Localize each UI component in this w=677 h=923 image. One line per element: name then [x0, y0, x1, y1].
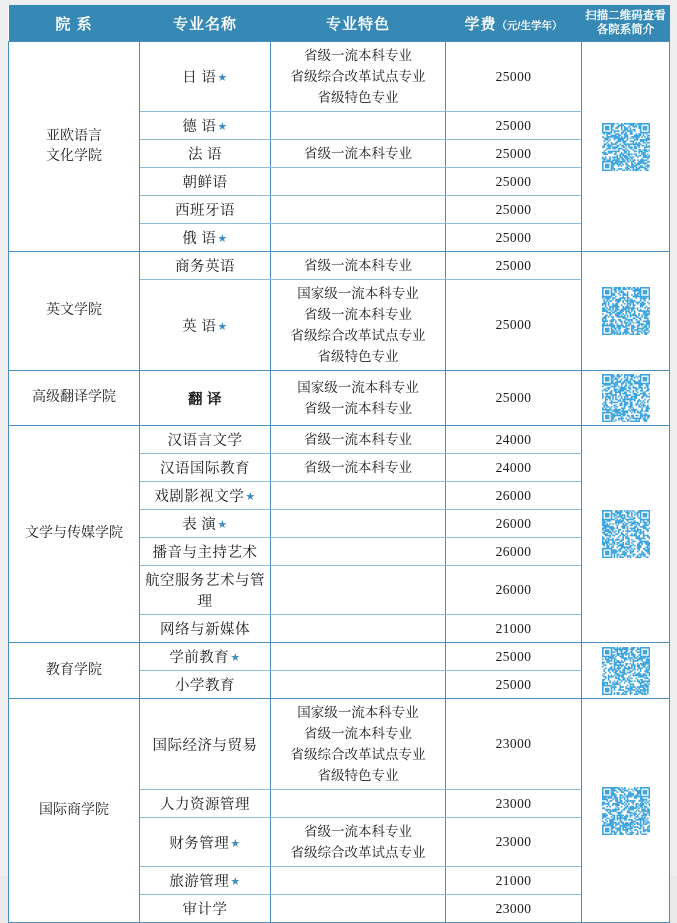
- star-icon: ★: [217, 121, 228, 133]
- feature-list: [275, 283, 441, 367]
- star-icon: ★: [230, 837, 241, 850]
- table-row: [9, 699, 670, 790]
- major-label: 财务管理: [169, 835, 230, 852]
- major-name-cell: [140, 615, 271, 643]
- table-row: [9, 371, 670, 426]
- tuition-fee-cell: 24000: [446, 454, 582, 482]
- major-feature-cell: [271, 482, 446, 510]
- major-label: 航空服务艺术与管理: [145, 573, 265, 610]
- tuition-fee-cell: 21000: [446, 615, 582, 643]
- major-feature-cell: [271, 538, 446, 566]
- major-label: 翻 译: [187, 391, 223, 408]
- feature-item: 省级综合改革试点专业: [290, 845, 426, 860]
- star-icon: ★: [217, 72, 228, 84]
- header-feature: 专业特色: [271, 5, 446, 42]
- star-icon: ★: [230, 876, 241, 888]
- tuition-fee-cell: 25000: [446, 112, 582, 140]
- star-icon: ★: [217, 233, 228, 245]
- header-fee: [446, 5, 582, 42]
- feature-list: [275, 457, 441, 478]
- major-label: 朝鲜语: [182, 175, 228, 191]
- major-label: 英 语: [182, 318, 217, 335]
- major-name-cell: [140, 168, 271, 196]
- majors-table: [8, 5, 670, 923]
- major-label: 播音与主持艺术: [152, 545, 258, 561]
- major-name-cell: [140, 895, 271, 923]
- major-name-cell: [140, 818, 271, 867]
- major-feature-cell: [271, 671, 446, 699]
- header-fee-unit: （元/生学年）: [496, 19, 563, 32]
- major-label: 国际经济与贸易: [152, 737, 258, 754]
- qr-code-icon[interactable]: [586, 123, 665, 171]
- qr-code-cell-5[interactable]: [582, 699, 670, 923]
- college-name-line: 文化学院: [46, 148, 102, 164]
- feature-item: 省级一流本科专业: [304, 460, 412, 475]
- qr-code-cell-0[interactable]: [582, 42, 670, 252]
- major-name-cell: [140, 224, 271, 252]
- major-feature-cell: [271, 699, 446, 790]
- star-icon: ★: [245, 491, 256, 503]
- major-label: 表 演: [182, 517, 217, 533]
- feature-item: 省级一流本科专业: [304, 307, 412, 322]
- major-name-cell: [140, 426, 271, 454]
- feature-item: 省级一流本科专业: [304, 824, 412, 839]
- major-label: 西班牙语: [175, 203, 235, 219]
- star-icon: ★: [217, 519, 228, 531]
- tuition-fee-cell: 25000: [446, 280, 582, 371]
- header-major: 专业名称: [140, 5, 271, 42]
- feature-item: 省级综合改革试点专业: [290, 69, 426, 84]
- college-cell-1: [9, 252, 140, 371]
- qr-code-cell-3[interactable]: [582, 426, 670, 643]
- major-feature-cell: [271, 112, 446, 140]
- major-name-cell: [140, 566, 271, 615]
- qr-code-icon[interactable]: [586, 647, 665, 695]
- college-cell-4: [9, 643, 140, 699]
- tuition-fee-cell: 23000: [446, 895, 582, 923]
- feature-item: 省级一流本科专业: [304, 258, 412, 273]
- table-sheet: [8, 5, 669, 918]
- header-college: 院 系: [9, 5, 140, 42]
- tuition-fee-cell: 23000: [446, 818, 582, 867]
- feature-item: 国家级一流本科专业: [297, 286, 419, 301]
- feature-item: 省级一流本科专业: [304, 48, 412, 63]
- tuition-fee-cell: 23000: [446, 790, 582, 818]
- major-name-cell: [140, 252, 271, 280]
- major-feature-cell: [271, 454, 446, 482]
- college-cell-3: [9, 426, 140, 643]
- feature-item: 省级综合改革试点专业: [290, 747, 426, 762]
- feature-item: 省级一流本科专业: [304, 432, 412, 447]
- table-row: [9, 252, 670, 280]
- feature-item: 省级一流本科专业: [304, 401, 412, 416]
- feature-item: 国家级一流本科专业: [297, 705, 419, 720]
- major-feature-cell: [271, 371, 446, 426]
- star-icon: ★: [217, 320, 228, 333]
- tuition-fee-cell: 21000: [446, 867, 582, 895]
- major-name-cell: [140, 867, 271, 895]
- star-icon: ★: [230, 652, 241, 664]
- major-label: 网络与新媒体: [160, 622, 250, 638]
- table-row: [9, 42, 670, 112]
- major-name-cell: [140, 454, 271, 482]
- feature-list: [275, 702, 441, 786]
- major-feature-cell: [271, 566, 446, 615]
- major-name-cell: [140, 371, 271, 426]
- major-name-cell: [140, 42, 271, 112]
- feature-list: [275, 45, 441, 108]
- major-feature-cell: [271, 615, 446, 643]
- feature-item: 省级一流本科专业: [304, 726, 412, 741]
- qr-code-icon[interactable]: [586, 287, 665, 335]
- tuition-fee-cell: 25000: [446, 643, 582, 671]
- college-name-line: 英文学院: [46, 303, 102, 318]
- major-label: 小学教育: [175, 678, 235, 694]
- header-row: [9, 5, 670, 42]
- major-name-cell: [140, 510, 271, 538]
- tuition-fee-cell: 25000: [446, 671, 582, 699]
- qr-code-cell-4[interactable]: [582, 643, 670, 699]
- tuition-fee-cell: 25000: [446, 371, 582, 426]
- feature-list: [275, 255, 441, 276]
- major-feature-cell: [271, 790, 446, 818]
- major-name-cell: [140, 671, 271, 699]
- major-name-cell: [140, 538, 271, 566]
- major-feature-cell: [271, 643, 446, 671]
- major-label: 旅游管理: [169, 874, 230, 890]
- major-feature-cell: [271, 224, 446, 252]
- major-feature-cell: [271, 895, 446, 923]
- feature-list: [275, 143, 441, 164]
- major-feature-cell: [271, 252, 446, 280]
- major-label: 日 语: [182, 70, 217, 86]
- major-name-cell: [140, 699, 271, 790]
- tuition-fee-cell: 26000: [446, 566, 582, 615]
- tuition-fee-cell: 24000: [446, 426, 582, 454]
- header-qr: 扫描二维码查看各院系简介: [582, 5, 670, 42]
- table-row: [9, 426, 670, 454]
- major-feature-cell: [271, 510, 446, 538]
- tuition-fee-cell: 26000: [446, 538, 582, 566]
- tuition-fee-cell: 25000: [446, 42, 582, 112]
- tuition-fee-cell: 25000: [446, 196, 582, 224]
- major-label: 汉语言文学: [167, 433, 243, 449]
- college-cell-0: [9, 42, 140, 252]
- feature-item: 省级一流本科专业: [304, 146, 412, 161]
- major-name-cell: [140, 280, 271, 371]
- tuition-fee-cell: 26000: [446, 482, 582, 510]
- feature-list: [275, 429, 441, 450]
- major-label: 审计学: [182, 902, 228, 918]
- feature-item: 省级特色专业: [317, 768, 399, 783]
- qr-code-icon[interactable]: [586, 510, 665, 558]
- major-feature-cell: [271, 196, 446, 224]
- college-cell-5: [9, 699, 140, 923]
- college-name-line: 国际商学院: [39, 802, 109, 818]
- major-label: 戏剧影视文学: [154, 489, 245, 505]
- major-feature-cell: [271, 867, 446, 895]
- college-cell-2: [9, 371, 140, 426]
- college-name-line: 亚欧语言: [46, 128, 102, 144]
- tuition-fee-cell: 25000: [446, 224, 582, 252]
- qr-code-cell-1[interactable]: [582, 252, 670, 371]
- major-name-cell: [140, 482, 271, 510]
- major-name-cell: [140, 643, 271, 671]
- major-feature-cell: [271, 168, 446, 196]
- major-feature-cell: [271, 818, 446, 867]
- college-name-line: 高级翻译学院: [32, 390, 116, 405]
- major-name-cell: [140, 790, 271, 818]
- college-name-line: 文学与传媒学院: [25, 526, 123, 541]
- tuition-fee-cell: 25000: [446, 252, 582, 280]
- major-label: 俄 语: [182, 231, 217, 247]
- tuition-fee-cell: 26000: [446, 510, 582, 538]
- feature-list: [275, 821, 441, 863]
- feature-item: 省级特色专业: [317, 349, 399, 364]
- qr-code-icon[interactable]: [586, 787, 665, 835]
- tuition-fee-cell: 25000: [446, 168, 582, 196]
- major-name-cell: [140, 196, 271, 224]
- major-name-cell: [140, 112, 271, 140]
- feature-item: 国家级一流本科专业: [297, 380, 419, 395]
- qr-code-icon[interactable]: [586, 374, 665, 422]
- major-label: 人力资源管理: [160, 797, 250, 813]
- header-fee-label: 学费: [464, 15, 497, 33]
- major-label: 汉语国际教育: [160, 461, 250, 477]
- major-label: 商务英语: [175, 259, 235, 275]
- feature-list: [275, 377, 441, 419]
- major-label: 学前教育: [169, 650, 230, 666]
- tuition-fee-cell: 25000: [446, 140, 582, 168]
- feature-item: 省级特色专业: [317, 90, 399, 105]
- major-label: 德 语: [182, 119, 217, 135]
- major-label: 法 语: [187, 147, 223, 163]
- major-feature-cell: [271, 426, 446, 454]
- major-feature-cell: [271, 140, 446, 168]
- major-feature-cell: [271, 42, 446, 112]
- major-feature-cell: [271, 280, 446, 371]
- feature-item: 省级综合改革试点专业: [290, 328, 426, 343]
- college-name-line: 教育学院: [46, 662, 102, 678]
- table-row: [9, 643, 670, 671]
- major-name-cell: [140, 140, 271, 168]
- tuition-fee-cell: 23000: [446, 699, 582, 790]
- qr-code-cell-2[interactable]: [582, 371, 670, 426]
- table-body: [9, 42, 670, 923]
- table-header: [9, 5, 670, 42]
